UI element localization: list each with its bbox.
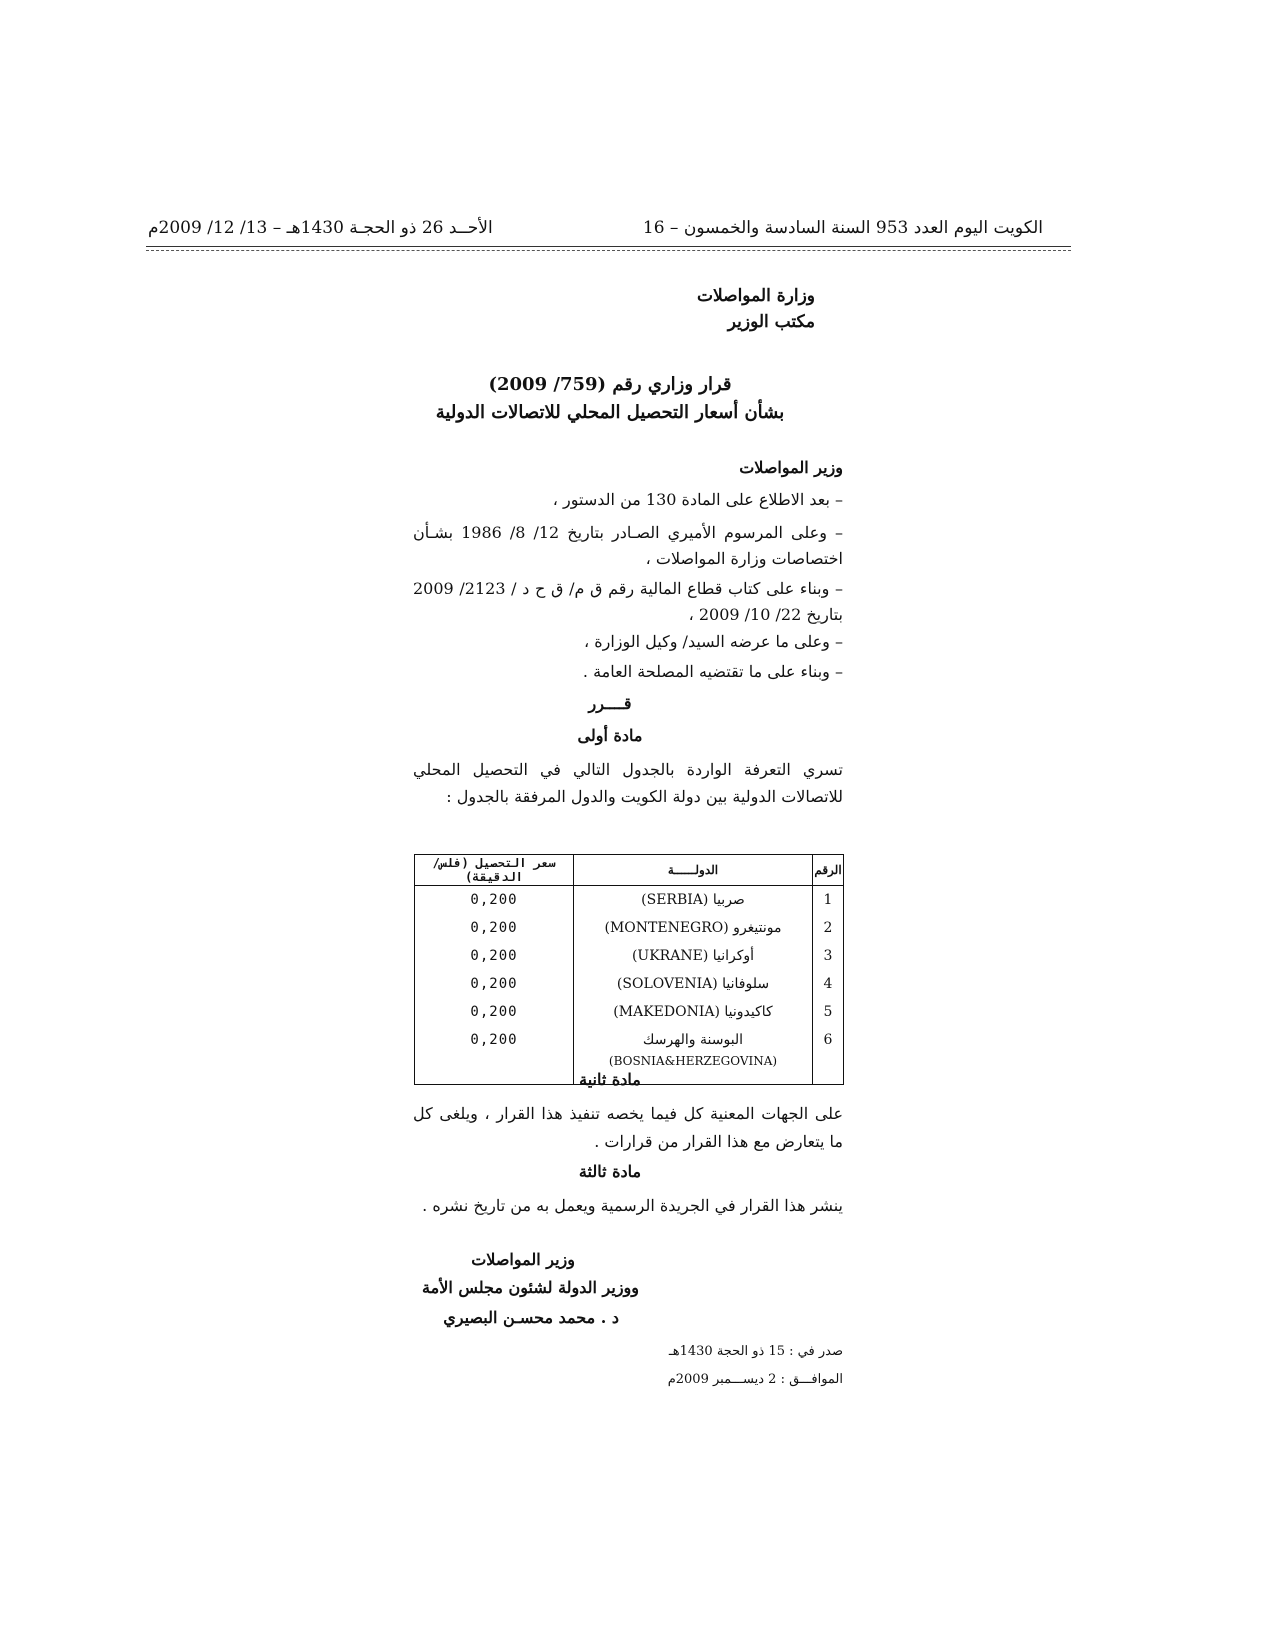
column-header-country: الدولــــــة	[574, 855, 813, 886]
ministry-office: مكتب الوزير	[727, 312, 815, 332]
column-header-number: الرقم	[813, 855, 844, 886]
row-number: 5	[813, 998, 844, 1026]
table-row	[415, 886, 844, 915]
gazette-header-issue: الكويت اليوم العدد 953 السنة السادسة والخمسون – 16	[642, 218, 1043, 238]
row-country-english: (BOSNIA&HERZEGOVINA)	[574, 1054, 813, 1085]
issued-date-gregorian: الموافـــق : 2 ديســـمبر 2009م	[667, 1372, 843, 1387]
rates-table	[414, 854, 844, 1085]
ministry-name: وزارة المواصلات	[697, 286, 815, 306]
preamble-item: – بعد الاطلاع على المادة 130 من الدستور ،	[552, 490, 843, 509]
decree-subject: بشأن أسعار التحصيل المحلي للاتصالات الدولية	[435, 402, 785, 423]
article-3-text: ينشر هذا القرار في الجريدة الرسمية ويعمل به من تاريخ نشره .	[422, 1196, 843, 1215]
decree-title: قرار وزاري رقم (759/ 2009)	[488, 374, 732, 395]
gazette-header-date: الأحــد 26 ذو الحجـة 1430هـ – 13/ 12/ 2009م	[148, 218, 493, 238]
table-row	[415, 942, 844, 970]
row-rate: 0,200	[415, 998, 574, 1026]
header-rule	[146, 246, 1071, 247]
article-1-text: تسري التعرفة الواردة بالجدول التالي في التحصيل المحلي للاتصالات الدولية بين دولة الكويت والدول المرفقة بالجدول :	[413, 760, 843, 806]
decision-word: قــــرر	[588, 694, 632, 713]
row-country: البوسنة والهرسك	[574, 1026, 813, 1054]
preamble-heading: وزير المواصلات	[739, 458, 843, 477]
row-country: أوكرانيا (UKRANE)	[574, 942, 813, 970]
row-rate: 0,200	[415, 970, 574, 998]
article-2-heading: مادة ثانية	[579, 1070, 641, 1089]
table-header-row	[415, 855, 844, 886]
preamble-item: – وعلى المرسوم الأميري الصـادر بتاريخ 12/ 8/ 1986 بشـأن اختصاصات وزارة المواصلات ،	[413, 523, 843, 568]
header-rule-2	[146, 250, 1071, 251]
row-number: 4	[813, 970, 844, 998]
row-rate: 0,200	[415, 886, 574, 915]
preamble-item: – وبناء على كتاب قطاع المالية رقم ق م/ ق ح د / 2123/ 2009 بتاريخ 22/ 10/ 2009 ،	[413, 579, 844, 624]
row-country: مونتيغرو (MONTENEGRO)	[574, 914, 813, 942]
row-country: سلوفانيا (SOLOVENIA)	[574, 970, 813, 998]
row-number: 6	[813, 1026, 844, 1054]
row-number: 2	[813, 914, 844, 942]
signatory-second-title: ووزير الدولة لشئون مجلس الأمة	[422, 1278, 639, 1297]
article-2-text: على الجهات المعنية كل فيما يخصه تنفيذ هذا القرار ، ويلغى كل ما يتعارض مع هذا القرار من قرارات .	[413, 1104, 843, 1151]
preamble-item: – وبناء على ما تقتضيه المصلحة العامة .	[582, 662, 843, 681]
row-number: 3	[813, 942, 844, 970]
signatory-name: د . محمد محسـن البصيري	[443, 1308, 619, 1327]
row-number: 1	[813, 886, 844, 915]
article-3-heading: مادة ثالثة	[578, 1162, 642, 1181]
preamble-item: – وعلى ما عرضه السيد/ وكيل الوزارة ،	[583, 632, 843, 651]
row-rate: 0,200	[415, 914, 574, 942]
table-row	[415, 970, 844, 998]
row-country: كاكيدونيا (MAKEDONIA)	[574, 998, 813, 1026]
table-row	[415, 914, 844, 942]
signatory-title: وزير المواصلات	[471, 1250, 575, 1269]
article-1-heading: مادة أولى	[577, 726, 643, 745]
column-header-rate: سعر التحصيل (فلس/ الدقيقة)	[415, 855, 574, 886]
table-row	[415, 998, 844, 1026]
table-row	[415, 1026, 844, 1054]
issued-date-hijri: صدر في : 15 ذو الحجة 1430هـ	[668, 1344, 843, 1359]
row-rate: 0,200	[415, 942, 574, 970]
row-country: صربيا (SERBIA)	[574, 886, 813, 915]
row-rate: 0,200	[415, 1026, 574, 1054]
